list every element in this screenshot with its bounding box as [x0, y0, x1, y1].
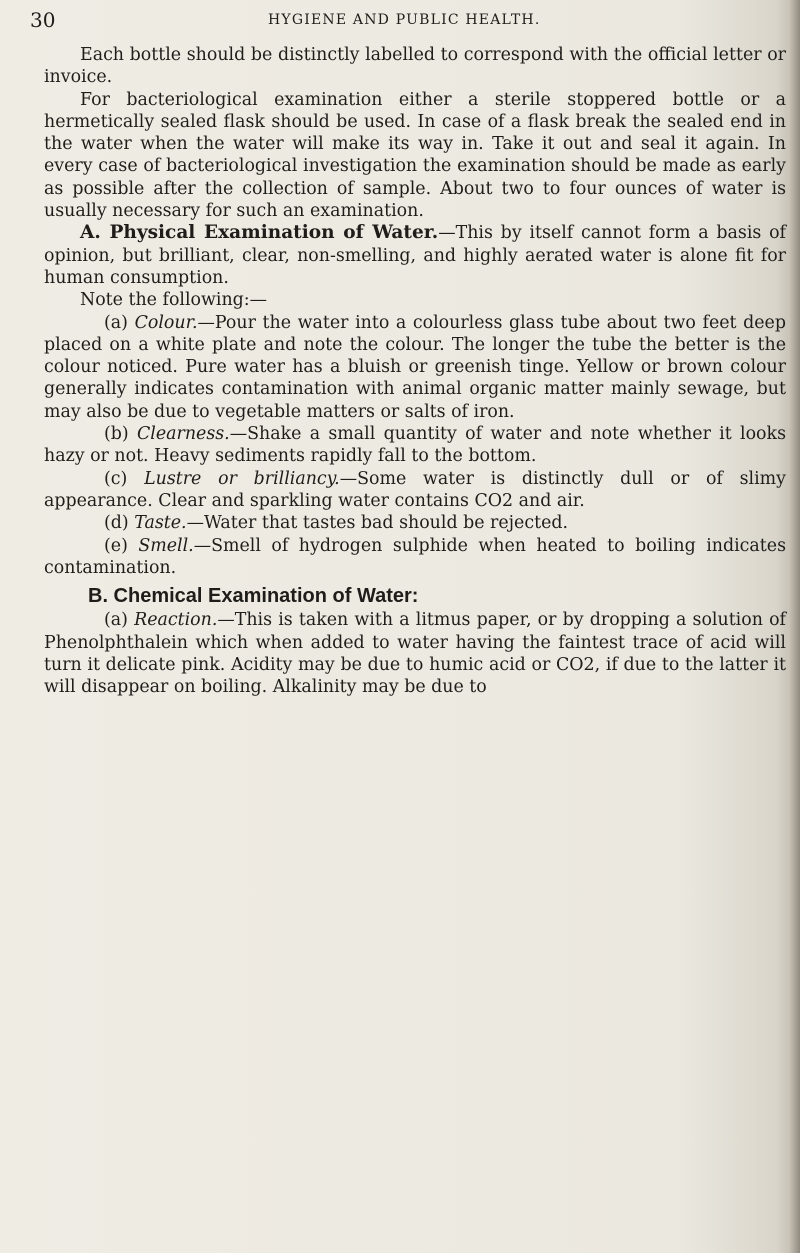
item-taste [44, 512, 786, 534]
item-colour [44, 312, 786, 423]
item-label: (c) [104, 468, 145, 489]
item-label: (e) [104, 535, 139, 556]
section-a-text: —This by itself cannot form a basis of opinion, but brilliant, clear, non-smelling, and highly aerated water is alone fit for human consumption. [44, 223, 786, 288]
item-reaction [44, 609, 786, 698]
item-term: Colour. [134, 312, 198, 333]
page-body [44, 44, 786, 699]
section-b-title: B. Chemical Examination of Water: [88, 585, 419, 608]
section-a-heading [44, 222, 786, 289]
page-number: 30 [30, 8, 56, 32]
item-term: Taste. [134, 513, 187, 534]
paragraph-labelling: Each bottle should be distinctly labelled to correspond with the official letter or invoice. [44, 45, 786, 88]
note-line: Note the following:— [80, 290, 268, 311]
item-text: —Shake a small quantity of water and note whether it looks hazy or not. Heavy sediments rapidly fall to the bottom. [44, 424, 786, 467]
paragraph-bacteriological: For bacteriological examination either a sterile stoppered bottle or a hermetically sealed flask should be used. In case of a flask break the sealed end in the water when the water will make its way in. Take it out and seal it again. In every case of bacteriological investigation the examination should be made as early as possible after the collection of sample. About two to four ounces of water is usually necessary for such an examination. [44, 89, 786, 222]
item-term: Clearness. [137, 424, 230, 445]
section-a-title: A. Physical Examination of Water. [80, 222, 439, 244]
item-text: —Some water is distinctly dull or of slimy appearance. Clear and sparkling water contains CO2 and air. [44, 468, 786, 511]
page-edge-shadow [788, 0, 800, 1253]
item-text: —Water that tastes bad should be rejected. [186, 513, 569, 534]
item-clearness [44, 423, 786, 468]
item-term: Lustre or brilliancy. [144, 468, 340, 489]
page-header [0, 8, 800, 32]
item-label: (a) [104, 610, 135, 631]
item-text: —Smell of hydrogen sulphide when heated to boiling indicates contamination. [44, 535, 786, 578]
running-head: HYGIENE AND PUBLIC HEALTH. [268, 12, 541, 28]
item-label: (b) [104, 424, 137, 445]
item-text: —This is taken with a litmus paper, or by dropping a solution of Phenolphthalein which when added to water having the faintest trace of acid will turn it delicate pink. Acidity may be due to humic acid or CO2, if due to the latter it will disappear on boiling. Alkalinity may be due to [44, 610, 786, 698]
item-lustre [44, 468, 786, 513]
item-label: (a) [104, 312, 135, 333]
item-text: —Pour the water into a colourless glass tube about two feet deep placed on a white plate and note the colour. The longer the tube the better is the colour noticed. Pure water has a bluish or greenish tinge. Yellow or brown colour generally indicates contamination with animal organic matter mainly sewage, but may also be due to vegetable matters or salts of iron. [44, 312, 786, 422]
item-label: (d) [104, 513, 135, 534]
item-term: Smell. [138, 535, 194, 556]
item-smell [44, 535, 786, 580]
item-term: Reaction. [134, 610, 218, 631]
